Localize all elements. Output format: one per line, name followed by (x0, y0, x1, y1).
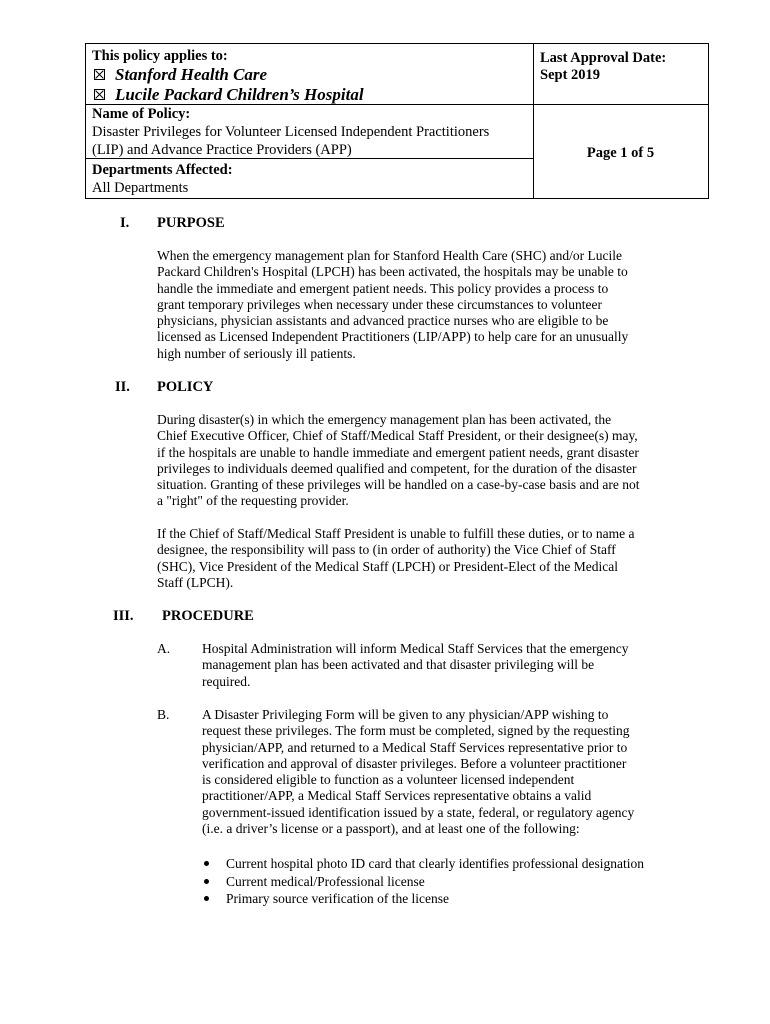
checked-box-icon (94, 69, 105, 80)
procedure-item-b (202, 707, 634, 837)
text-line: (i.e. a driver’s license or a passport), and at least one of the following: (202, 821, 580, 837)
text-line: Staff (LPCH). (157, 574, 234, 590)
text-line: handle the immediate and emergent patient needs. This policy provides a process to (157, 280, 609, 296)
text-line: privileges to individuals deemed qualified and competent, for the duration of the disaster (157, 460, 637, 476)
text-line: When the emergency management plan for Stanford Health Care (SHC) and/or Lucile (157, 248, 622, 263)
text-line: management plan has been activated and that disaster privileging will be (202, 657, 595, 673)
policy-paragraph-2 (157, 526, 635, 591)
page-indicator: Page 1 of 5 (586, 145, 655, 161)
text-line: if the hospitals are unable to handle immediate and emergent patient needs, grant disaster (157, 444, 639, 460)
text-line: physician/APP, and returned to a Medical Staff Services representative prior to (202, 739, 628, 755)
text-line: licensed as Licensed Independent Practitioners (LIP/APP) to help care for an unusually (157, 329, 629, 345)
section-title-policy: POLICY (157, 379, 214, 395)
header-divider-right (533, 104, 708, 105)
list-item-text: Current medical/Professional license (226, 873, 425, 889)
text-line: verification and approval of disaster privileges. Before a volunteer practitioner (202, 755, 627, 771)
section-number: III. (113, 608, 134, 624)
text-line: Packard Children's Hospital (LPCH) has been activated, the hospitals may be unable to (157, 264, 628, 280)
hospital-name: Stanford Health Care (115, 65, 268, 84)
approval-date: Sept 2019 (540, 67, 601, 83)
section-number: II. (115, 379, 130, 395)
text-line: request these privileges. The form must be completed, signed by the requesting (202, 723, 630, 739)
text-line: designee, the responsibility will pass to (in order of authority) the Vice Chief of Staff (157, 542, 616, 558)
text-line: is considered eligible to function as a volunteer licensed independent (202, 772, 575, 788)
item-letter: A. (157, 641, 171, 656)
approval-label: Last Approval Date: (540, 50, 667, 66)
bullet-icon (204, 896, 209, 901)
section-title-purpose: PURPOSE (157, 215, 225, 231)
policy-name-label: Name of Policy: (92, 106, 191, 122)
header-divider-vertical (533, 44, 534, 198)
list-item-text: Current hospital photo ID card that clearly identifies professional designation (226, 856, 645, 871)
hospital-lpch (92, 84, 364, 105)
text-line: If the Chief of Staff/Medical Staff President is unable to fulfill these duties, or to name a (157, 526, 635, 541)
departments-value: All Departments (92, 180, 189, 196)
purpose-paragraph (157, 248, 628, 362)
item-letter: B. (157, 707, 170, 722)
policy-paragraph-1 (157, 412, 639, 510)
text-line: practitioner/APP, a Medical Staff Services representative obtains a valid (202, 788, 592, 804)
text-line: situation. Granting of these privileges will be handled on a case-by-case basis and are not (157, 477, 640, 493)
text-line: A Disaster Privileging Form will be given to any physician/APP wishing to (202, 707, 609, 722)
hospital-name: Lucile Packard Children’s Hospital (115, 85, 364, 104)
text-line: high number of seriously ill patients. (157, 345, 356, 361)
bullet-icon (204, 879, 209, 884)
text-line: government-issued identification issued by a state, federal, or regulatory agency (202, 804, 635, 820)
list-item (202, 890, 644, 908)
policy-name-line: Disaster Privileges for Volunteer Licensed Independent Practitioners (92, 124, 490, 140)
procedure-item-a (202, 641, 629, 690)
section-number: I. (120, 215, 130, 231)
text-line: physicians, physician assistants and advanced practice nurses who are eligible to be (157, 313, 609, 329)
policy-header-table (85, 43, 709, 199)
text-line: Hospital Administration will inform Medical Staff Services that the emergency (202, 641, 629, 656)
section-title-procedure: PROCEDURE (162, 608, 254, 624)
bullet-icon (204, 861, 209, 866)
text-line: During disaster(s) in which the emergency management plan has been activated, the (157, 412, 612, 427)
text-line: (SHC), Vice President of the Medical Staff (LPCH) or President-Elect of the Medical (157, 558, 618, 574)
text-line: grant temporary privileges when necessary under these circumstances to volunteer (157, 296, 602, 312)
eligibility-bullet-list (202, 855, 644, 908)
departments-label: Departments Affected: (92, 162, 233, 178)
list-item (202, 855, 644, 873)
checked-box-icon (94, 89, 105, 100)
hospital-shc (92, 64, 267, 85)
applies-label: This policy applies to: (92, 48, 228, 64)
text-line: required. (202, 673, 251, 689)
text-line: a "right" of the requesting provider. (157, 493, 349, 509)
list-item-text: Primary source verification of the license (226, 891, 450, 906)
policy-name-line: (LIP) and Advance Practice Providers (APP) (92, 142, 352, 158)
text-line: Chief Executive Officer, Chief of Staff/Medical Staff President, or their designee(s) may, (157, 428, 638, 444)
list-item (202, 873, 644, 891)
